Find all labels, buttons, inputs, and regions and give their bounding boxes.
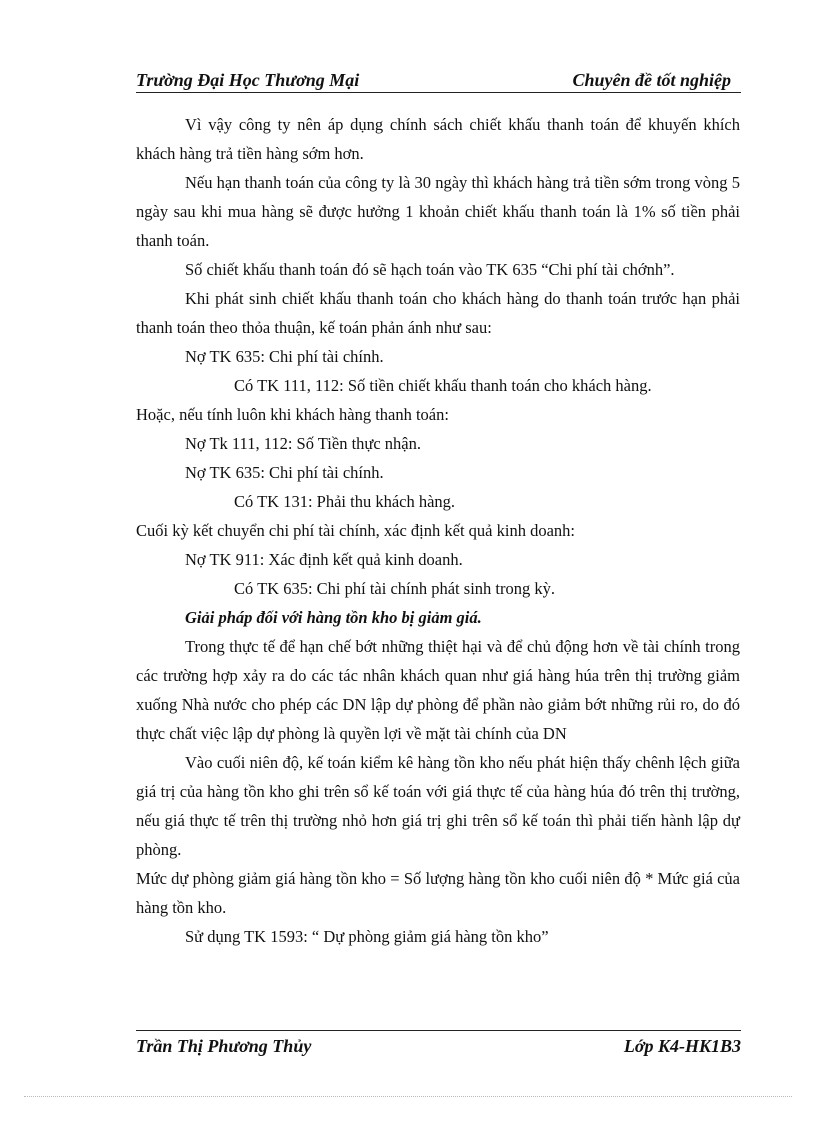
- entry-credit-131: Có TK 131: Phải thu khách hàng.: [234, 492, 456, 511]
- paragraph-year-end-inventory: Vào cuối niên độ, kế toán kiểm kê hàng tồn kho nếu phát hiện thấy chênh lệch giữa giá trị của hàng tồn kho ghi trên sổ kế toán với giá thực tế của hàng húa đó trên thị trường, nếu giá thực tế trên thị trường nhỏ hơn giá trị ghi trên sổ kế toán thì phải tiến hành lập dự phòng.: [136, 753, 740, 859]
- section-heading-inventory: Giải pháp đối với hàng tồn kho bị giảm giá.: [185, 608, 482, 627]
- page-body: [136, 110, 740, 951]
- header-document-type: Chuyên đề tốt nghiệp: [572, 70, 731, 90]
- entry-debit-911: Nợ TK 911: Xác định kết quả kinh doanh.: [185, 550, 463, 569]
- paragraph-account-635: Số chiết khấu thanh toán đó sẽ hạch toán vào TK 635 “Chi phí tài chớnh”.: [185, 260, 675, 279]
- entry-debit-111-112: Nợ Tk 111, 112: Số Tiền thực nhận.: [185, 434, 422, 453]
- paragraph-payment-terms: Nếu hạn thanh toán của công ty là 30 ngày thì khách hàng trả tiền sớm trong vòng 5 ngày sau khi mua hàng sẽ được hưởng 1 khoản chiết khấu thanh toán là 1% số tiền phải thanh toán.: [136, 173, 740, 250]
- page-bottom-divider: [24, 1096, 792, 1097]
- entry-debit-635: Nợ TK 635: Chi phí tài chính.: [185, 347, 384, 366]
- paragraph-alternative: Hoặc, nếu tính luôn khi khách hàng thanh toán:: [136, 405, 449, 424]
- page-footer: [136, 1030, 741, 1056]
- paragraph-period-end: Cuối kỳ kết chuyển chi phí tài chính, xác định kết quả kinh doanh:: [136, 521, 575, 540]
- paragraph-accounting-entry-intro: Khi phát sinh chiết khấu thanh toán cho khách hàng do thanh toán trước hạn phải thanh toán theo thỏa thuận, kế toán phản ánh như sau:: [136, 289, 740, 337]
- entry-credit-635: Có TK 635: Chi phí tài chính phát sinh trong kỳ.: [234, 579, 555, 598]
- footer-class-code: Lớp K4-HK1B3: [623, 1036, 741, 1056]
- footer-author-name: Trần Thị Phương Thủy: [136, 1036, 312, 1056]
- paragraph-discount-policy: Vì vậy công ty nên áp dụng chính sách chiết khấu thanh toán để khuyến khích khách hàng trả tiền hàng sớm hơn.: [136, 115, 740, 163]
- entry-credit-111-112: Có TK 111, 112: Số tiền chiết khấu thanh toán cho khách hàng.: [234, 376, 652, 395]
- header-school-name: Trường Đại Học Thương Mại: [136, 70, 360, 90]
- paragraph-account-1593: Sử dụng TK 1593: “ Dự phòng giảm giá hàng tồn kho”: [185, 927, 549, 946]
- paragraph-provision-formula: Mức dự phòng giảm giá hàng tồn kho = Số lượng hàng tồn kho cuối niên độ * Mức giá của hàng tồn kho.: [136, 869, 740, 917]
- paragraph-provision-purpose: Trong thực tế để hạn chế bớt những thiệt hại và để chủ động hơn về tài chính trong các trường hợp xảy ra do các tác nhân khách quan như giá hàng húa trên thị trường giảm xuống Nhà nước cho phép các DN lập dự phòng để phần nào giảm bớt những rủi ro, do đó thực chất việc lập dự phòng là quyền lợi về mặt tài chính của DN: [136, 637, 740, 743]
- entry-debit-635-second: Nợ TK 635: Chi phí tài chính.: [185, 463, 384, 482]
- page-header: [136, 68, 741, 93]
